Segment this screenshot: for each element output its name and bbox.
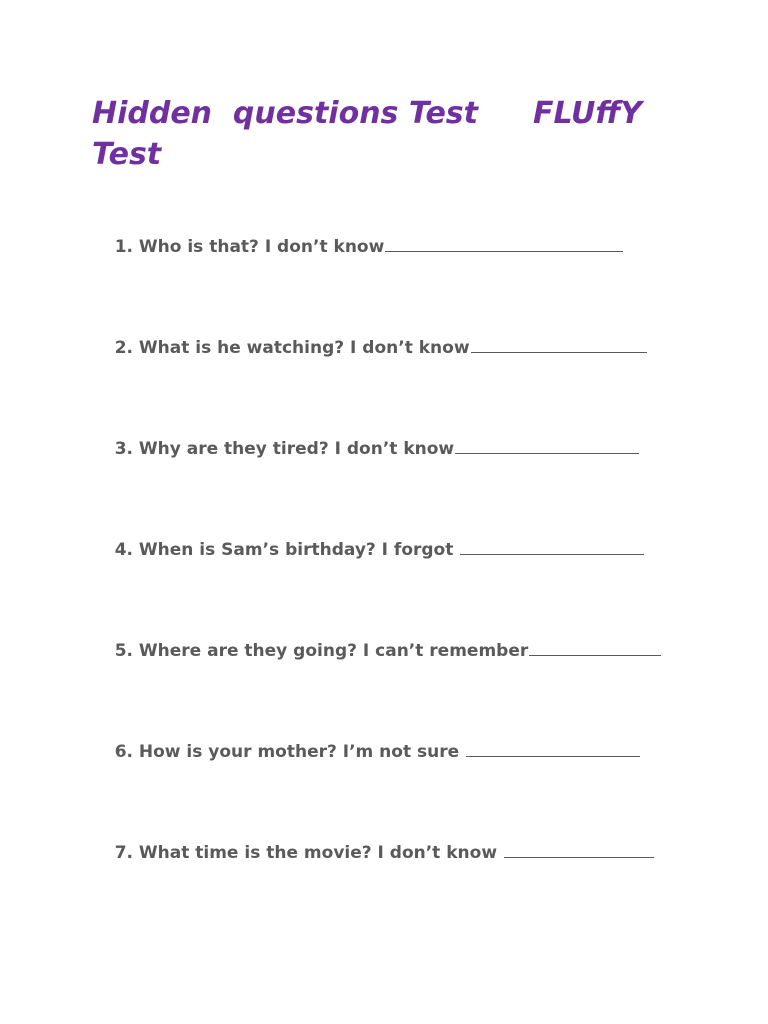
answer-blank-3: [455, 437, 639, 454]
question-6-text: 6. How is your mother? I’m not sure: [114, 742, 466, 762]
question-5: [91, 617, 661, 684]
question-2: [91, 314, 647, 381]
answer-blank-6: [466, 740, 640, 757]
question-2-text: 2. What is he watching? I don’t know: [114, 338, 470, 358]
answer-blank-7: [504, 841, 654, 858]
question-4: [91, 516, 644, 583]
answer-blank-4: [460, 538, 644, 555]
question-3: [91, 415, 639, 482]
question-7-text: 7. What time is the movie? I don’t know: [114, 843, 503, 863]
page-title-line-2: Test: [92, 137, 162, 172]
question-3-text: 3. Why are they tired? I don’t know: [114, 439, 455, 459]
question-5-text: 5. Where are they going? I can’t remember: [114, 641, 529, 661]
question-1-text: 1. Who is that? I don’t know: [114, 237, 385, 257]
answer-blank-1: [385, 235, 623, 252]
question-7: [91, 819, 654, 886]
question-6: [91, 718, 640, 785]
question-1: [91, 213, 623, 280]
page-title-line-1: Hidden questions Test: [92, 96, 479, 131]
question-4-text: 4. When is Sam’s birthday? I forgot: [114, 540, 460, 560]
page-title-brand: FLUffY: [533, 96, 643, 131]
answer-blank-2: [471, 336, 647, 353]
answer-blank-5: [529, 639, 661, 656]
